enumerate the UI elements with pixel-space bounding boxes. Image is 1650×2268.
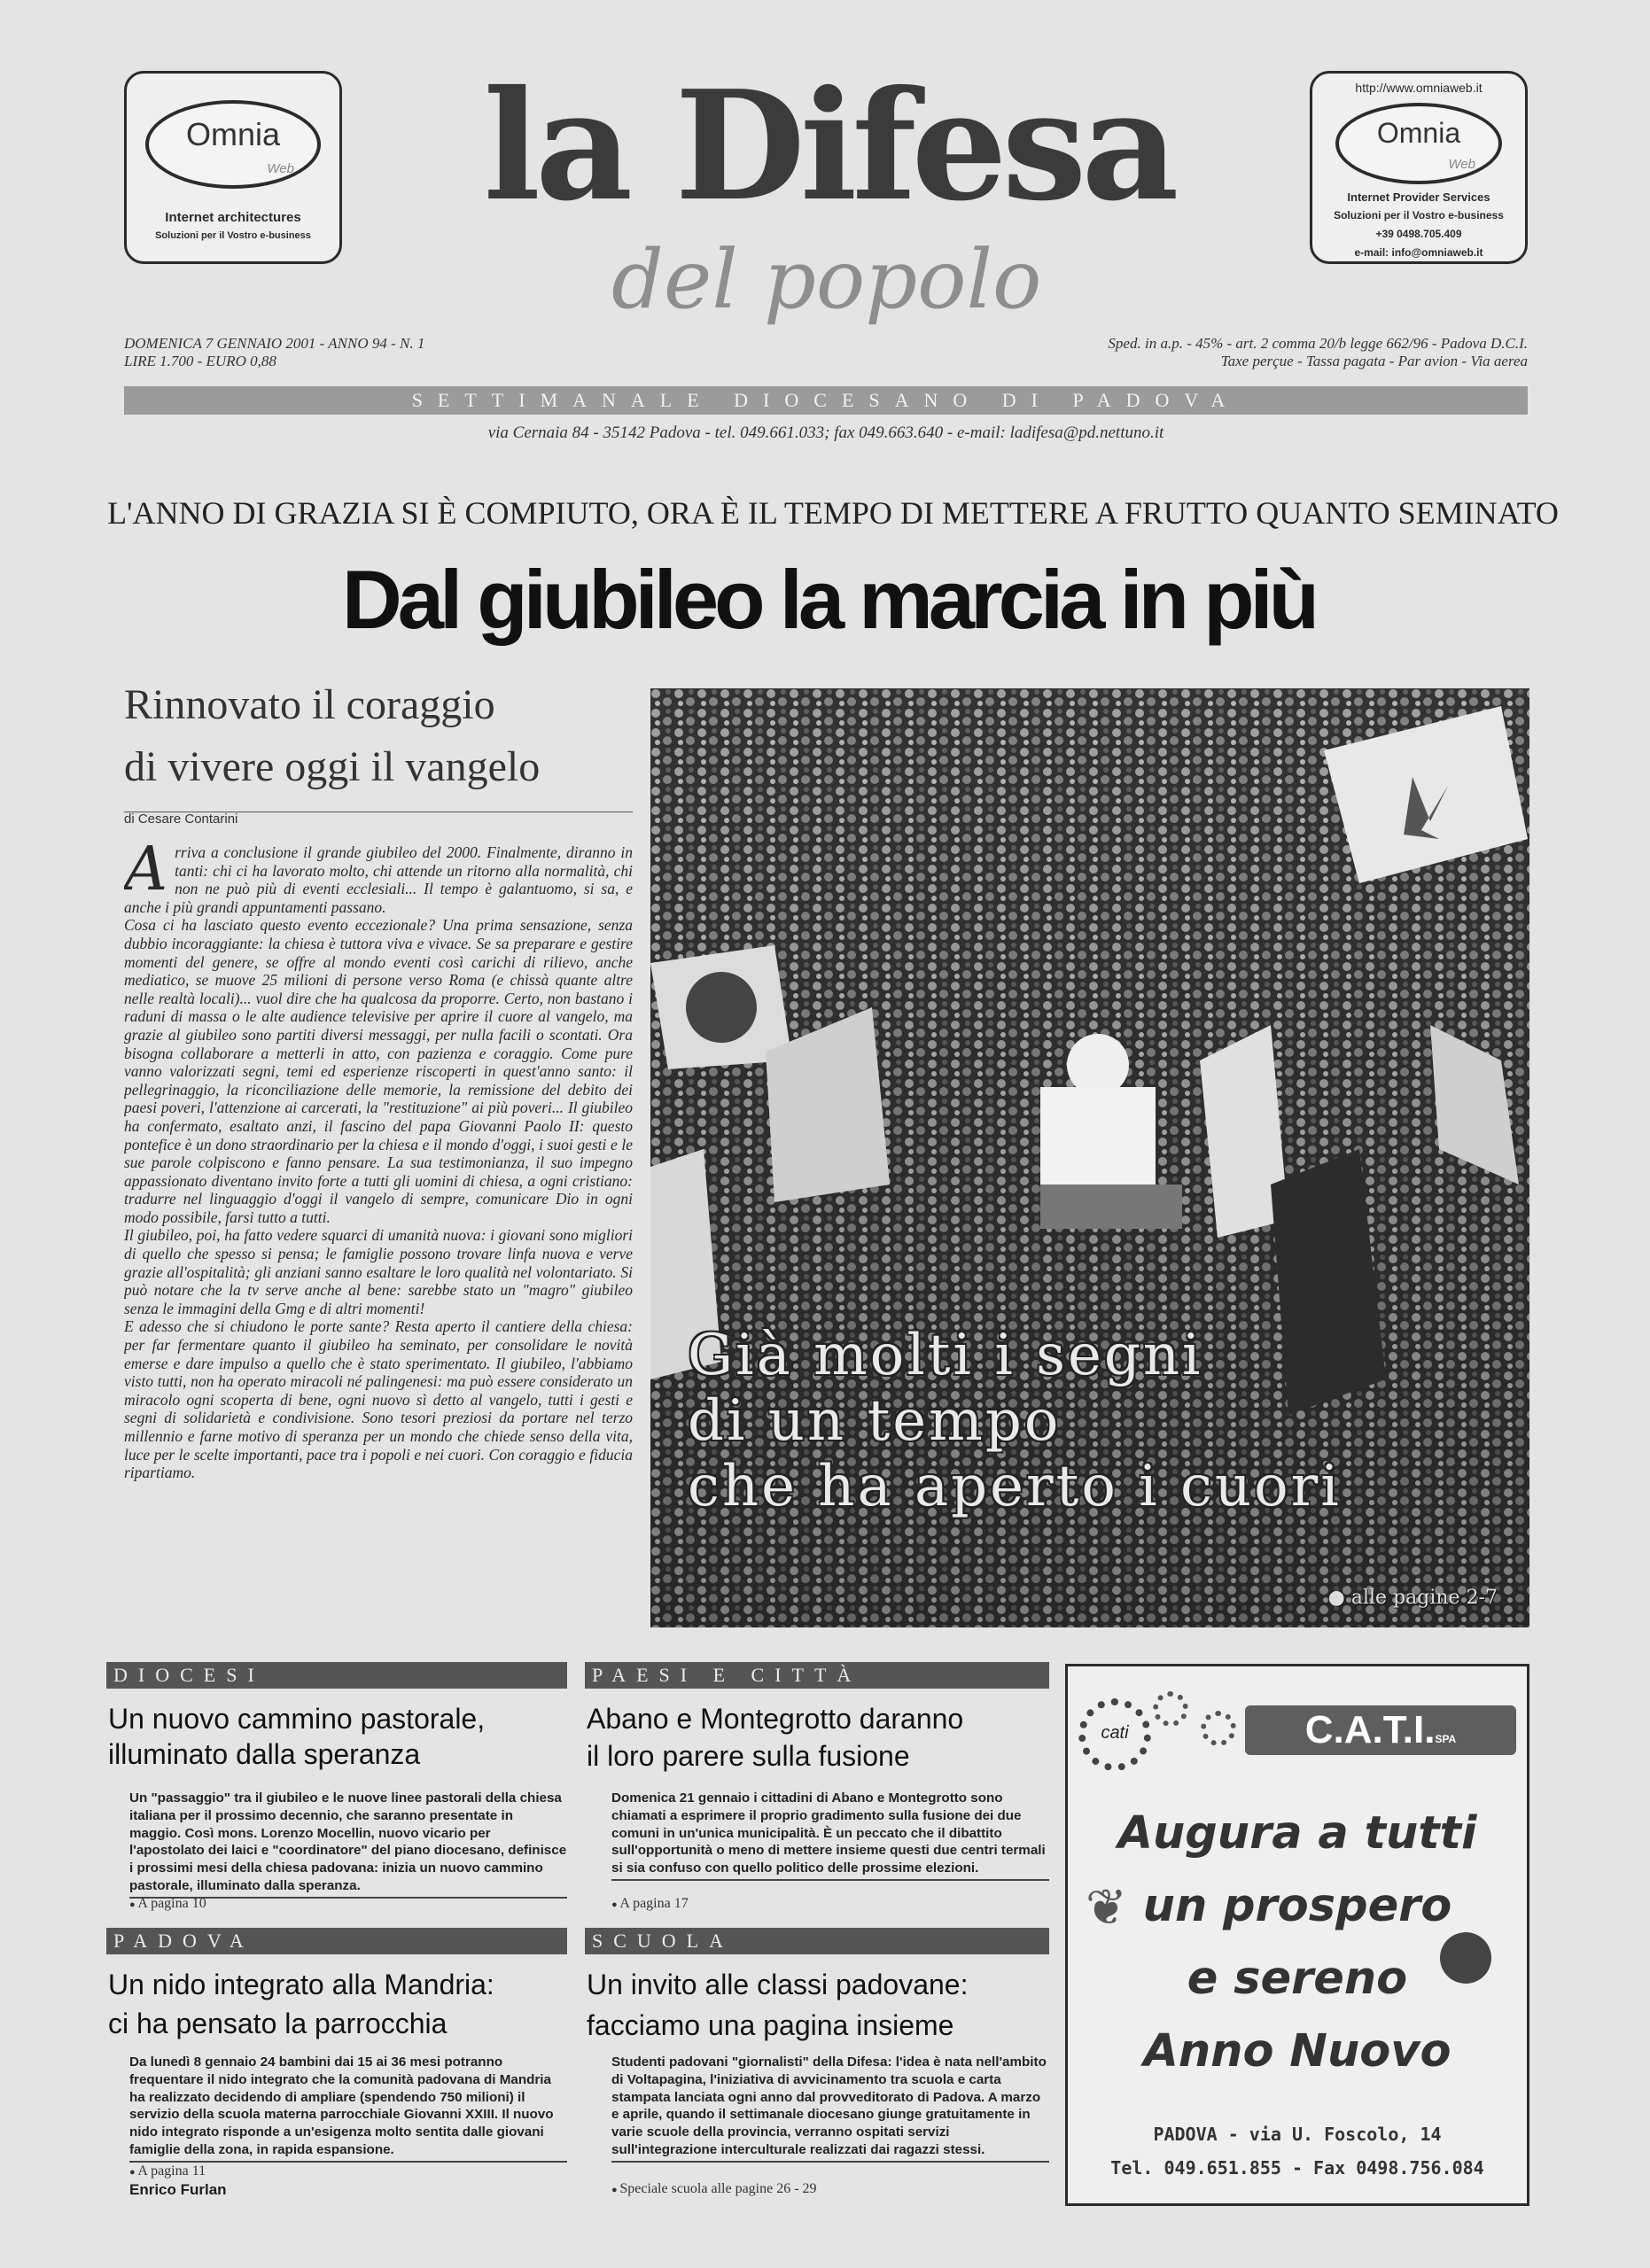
date-line-1: DOMENICA 7 GENNAIO 2001 - ANNO 94 - N. 1 xyxy=(124,335,425,352)
paesi-title-1[interactable]: Abano e Montegrotto daranno xyxy=(587,1703,964,1735)
ad-left-line1: Internet architectures xyxy=(165,210,301,225)
lead-subhead-1: Rinnovato il coraggio xyxy=(124,681,495,728)
cati-address: PADOVA - via U. Foscolo, 14 xyxy=(1153,2124,1442,2145)
cati-brand: C.A.T.I. xyxy=(1304,1708,1436,1751)
paesi-page-ref[interactable]: ● A pagina 17 xyxy=(611,1896,689,1912)
omnia-logo xyxy=(145,100,321,189)
drop-cap: A xyxy=(124,843,168,905)
section-tab-paesi: PAESI E CITTÀ xyxy=(585,1662,1049,1689)
ad-left-line2: Soluzioni per il Vostro e-business xyxy=(155,230,311,241)
diocesi-title-1[interactable]: Un nuovo cammino pastorale, xyxy=(108,1703,486,1735)
padova-body: Da lunedì 8 gennaio 24 bambini dai 15 ai 36 mesi potranno frequentare il nido integrato che la comunità padovana di Mandria ha realizzato decidendo di ampliare (spendendo 750 milioni) il servizio della scuola materna parrocchiale Giovanni XXIII. Il nuovo nido integrato risponde a un'esigenza molto sentita dalle giovani famiglie della zona, in rapida espansione. xyxy=(129,2054,567,2163)
section-tab-diocesi: DIOCESI xyxy=(106,1662,567,1689)
ad-left-omnia[interactable] xyxy=(124,71,342,264)
scuola-page-ref[interactable]: ● Speciale scuola alle pagine 26 - 29 xyxy=(611,2181,817,2197)
section-tab-padova: PADOVA xyxy=(106,1928,567,1954)
lead-headline: Dal giubileo la marcia in più xyxy=(341,553,1316,646)
omnia-brand: Omnia xyxy=(185,116,281,152)
lead-byline: di Cesare Contarini xyxy=(124,812,238,827)
masthead-subtitle: del popolo xyxy=(611,232,1042,327)
lead-subhead-2: di vivere oggi il vangelo xyxy=(124,743,541,790)
photo-caption-line-1: Già molti i segni xyxy=(688,1323,1203,1388)
scuola-title-2[interactable]: facciamo una pagina insieme xyxy=(587,2009,954,2041)
cati-contacts: Tel. 049.651.855 - Fax 0498.756.084 xyxy=(1110,2157,1484,2179)
photo-caption-line-2: di un tempo xyxy=(688,1388,1062,1454)
diocesi-page-ref[interactable]: ● A pagina 10 xyxy=(129,1896,206,1912)
omnia-brand-sub: Web xyxy=(267,161,294,176)
cati-small-gear-icon-2 xyxy=(1201,1711,1236,1746)
ad-right-phone: +39 0498.705.409 xyxy=(1375,228,1462,240)
cati-brand-banner xyxy=(1245,1705,1516,1755)
ad-right-line1: Internet Provider Services xyxy=(1347,190,1490,204)
lead-paragraph-1: rriva a conclusione il grande giubileo del 2000. Finalmente, diranno in tanti: chi ci ha lavorato molto, chi attende un ritorno alla normalità, chi non ne può più di eventi ecclesiali... Il tempo è galantuomo, si sa, e anche i più grandi appuntamenti passano. xyxy=(124,843,633,916)
omnia-logo-right xyxy=(1335,103,1502,184)
paesi-body: Domenica 21 gennaio i cittadini di Abano e Montegrotto sono chiamati a esprimere il proprio gradimento sulla fusione dei due comuni in un'unica municipalità. È un peccato che il dibattito sull'opportunità o meno di mettere insieme questi due centri termali si sia confuso con quello politico delle prossime elezioni. xyxy=(611,1790,1049,1881)
postal-line-1: Sped. in a.p. - 45% - art. 2 comma 20/b legge 662/96 - Padova D.C.I. xyxy=(1108,335,1528,352)
padova-title-2[interactable]: ci ha pensato la parrocchia xyxy=(108,2008,448,2039)
holly-icon-left: ❦ xyxy=(1086,1879,1127,1937)
omnia-brand-sub-right: Web xyxy=(1448,157,1475,172)
lead-paragraph-3: Il giubileo, poi, ha fatto vedere squarci di umanità nuova: i giovani sono migliori di quello che spesso si pensa; le famiglie possono trovare linfa nuova e verve grazie all'ospitalità; gli anziani sanno esaltare le loro qualità nel volontariato. Si può notare che la tv serve anche al bene: sarebbe stato un "magro" giubileo senza le immagini della Gmg e di altri momenti! xyxy=(124,1226,633,1317)
padova-page-ref[interactable]: ● A pagina 11 xyxy=(129,2163,206,2179)
cati-brand-suffix: SPA xyxy=(1435,1733,1457,1745)
lead-paragraph-4: E adesso che si chiudono le porte sante? Resta aperto il cantiere della chiesa: per far fermentare quanto il giubileo ha seminato, per consolidare le novità emerse e dare impulso a quello che è stato sperimentato. Il giubileo, l'abbiamo visto tutti, non ha operato miracoli né palingenesi: ma può essere considerato un miracolo ogni scoperta di bene, ogni nuovo sì detto al vangelo, tutti i gesti e segni di solidarietà e condivisione. Sono tesori preziosi da portare nel terzo millennio e farne motivo di speranza per un mondo che chiede senso della vita, luce per le scelte importanti, pace tra i popoli e nei cuori. Con coraggio e fiducia ripartiamo. xyxy=(124,1317,633,1482)
ad-right-url[interactable]: http://www.omniaweb.it xyxy=(1355,81,1483,95)
padova-title-1[interactable]: Un nido integrato alla Mandria: xyxy=(108,1969,494,2000)
ad-right-omnia[interactable] xyxy=(1310,71,1528,264)
diocesi-title-2[interactable]: illuminato dalla speranza xyxy=(108,1738,421,1770)
weekly-band: SETTIMANALE DIOCESANO DI PADOVA xyxy=(124,386,1528,415)
ad-right-email[interactable]: e-mail: info@omniaweb.it xyxy=(1354,246,1483,259)
masthead-title: la Difesa xyxy=(483,58,1174,235)
date-line-2: LIRE 1.700 - EURO 0,88 xyxy=(124,353,276,369)
lead-paragraph-2: Cosa ci ha lasciato questo evento eccezionale? Una prima sensazione, senza dubbio incoraggiante: la chiesa è tuttora viva e vivace. Se sa preparare e gestire momenti del genere, se offre al mondo eventi così carichi di rilievo, anche mediatico, se muove 25 milioni di persone verso Roma (e chissà quante altre nelle realtà locali)... vuol dire che ha qualcosa da proporre. Certo, non bastano i raduni di massa o le alte audience televisive per aprire il cuore al vangelo, ma grazie al giubileo sono partiti diversi messaggi, per nulla facili o scontati. Ora bisogna collaborare a metterli in atto, con pazienza e coraggio. Come pure vanno valorizzati segni, temi ed esperienze riscoperti in quest'anno santo: il pellegrinaggio, la riconciliazione delle memorie, la remissione del debito dei paesi poveri, l'attenzione ai carcerati, la "restituzione" ai più poveri... Il giubileo ha confermato, esaltato anzi, il fascino del papa Giovanni Paolo II: questo pontefice è un dono straordinario per la chiesa e il mondo d'oggi, i suoi gesti e le sue parole colpiscono e fanno pensare. La sua testimonianza, il suo impegno appassionato diventano invito forte a tutti gli uomini di chiesa, a ogni cristiano: tradurre nel linguaggio d'oggi il vangelo di sempre, comunicare Dio in ogni modo possibile, farsi tutto a tutti. xyxy=(124,916,633,1226)
scuola-body: Studenti padovani "giornalisti" della Difesa: l'idea è nata nell'ambito di Voltapagina, l'iniziativa di avvicinamento tra scuola e carta stampata lanciata ogni anno dal provveditorato di Padova. A marzo e aprile, quando il settimanale diocesano giunge gratuitamente in varie scuole della provincia, verranno ospitati servizi sull'integrazione interculturale realizzati dai ragazzi stessi. xyxy=(611,2054,1049,2163)
ad-right-line2: Soluzioni per il Vostro e-business xyxy=(1334,209,1504,221)
cati-greeting-1: Augura a tutti xyxy=(1117,1807,1477,1860)
cati-gear-icon xyxy=(1078,1698,1151,1771)
cati-ad[interactable] xyxy=(1065,1664,1529,2206)
photo-page-ref[interactable]: ● alle pagine 2-7 xyxy=(1327,1587,1498,1609)
postal-line-2: Taxe perçue - Tassa pagata - Par avion - Via aerea xyxy=(1220,353,1528,369)
cati-small-gear-icon xyxy=(1153,1691,1188,1727)
padova-author: Enrico Furlan xyxy=(129,2181,227,2198)
section-tab-scuola: SCUOLA xyxy=(585,1928,1049,1954)
lead-photo[interactable] xyxy=(650,688,1529,1627)
cati-greeting-3: e sereno xyxy=(1187,1953,1408,2005)
lead-kicker: L'ANNO DI GRAZIA SI È COMPIUTO, ORA È IL TEMPO DI METTERE A FRUTTO QUANTO SEMINATO xyxy=(107,495,1559,531)
diocesi-body: Un "passaggio" tra il giubileo e le nuove linee pastorali della chiesa italiana per il prossimo decennio, che saranno presentate in maggio. Così mons. Lorenzo Mocellin, nuovo vicario per l'apostolato dei laici e "coordinatore" del piano diocesano, definisce i prossimi mesi della chiesa padovana: inizia un nuovo cammino pastorale, illuminato dalla speranza. xyxy=(129,1790,567,1899)
contact-address: via Cernaia 84 - 35142 Padova - tel. 049.661.033; fax 049.663.640 - e-mail: ladifesa@pd.nettuno.it xyxy=(487,423,1164,442)
cati-greeting-4: Anno Nuovo xyxy=(1143,2025,1452,2078)
cati-badge-text: cati xyxy=(1101,1723,1129,1743)
scuola-title-1[interactable]: Un invito alle classi padovane: xyxy=(587,1969,969,2000)
cati-greeting-2: un prospero xyxy=(1142,1880,1452,1932)
omnia-brand-right: Omnia xyxy=(1376,117,1461,149)
paesi-title-2[interactable]: il loro parere sulla fusione xyxy=(587,1740,910,1772)
lead-article-body xyxy=(124,843,633,1630)
photo-caption-line-3: che ha aperto i cuori xyxy=(688,1454,1342,1519)
